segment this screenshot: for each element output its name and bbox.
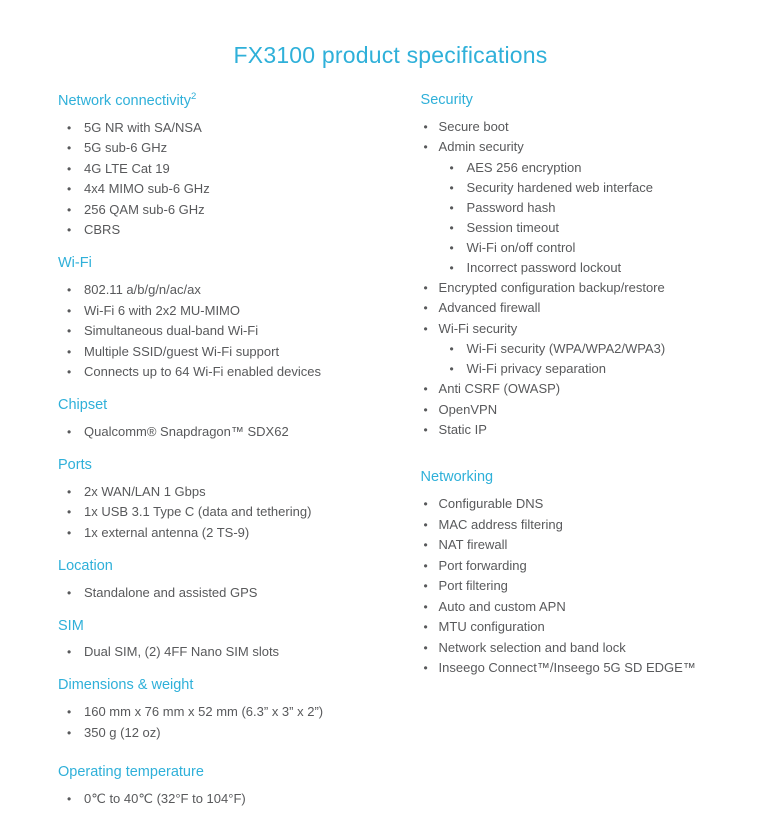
section-heading: SIM xyxy=(58,617,84,634)
list-item: • Static IP xyxy=(421,420,749,440)
section-wifi xyxy=(58,254,413,382)
sub-list-item: • AES 256 encryption xyxy=(421,158,749,178)
sub-list-item: • Incorrect password lockout xyxy=(421,258,749,278)
spec-list xyxy=(58,583,413,603)
list-item: • Network selection and band lock xyxy=(421,638,749,658)
sub-list-item: • Password hash xyxy=(421,198,749,218)
left-column xyxy=(58,91,421,823)
list-item: • Auto and custom APN xyxy=(421,597,749,617)
list-item: • Secure boot xyxy=(421,117,749,137)
list-item: • 5G NR with SA/NSA xyxy=(58,118,413,138)
spec-list xyxy=(58,280,413,382)
spec-list xyxy=(58,482,413,543)
spec-list xyxy=(58,422,413,442)
list-item: • 4x4 MIMO sub-6 GHz xyxy=(58,179,413,199)
spec-list xyxy=(421,278,749,339)
section-heading: Wi-Fi xyxy=(58,255,92,272)
list-item: • Port filtering xyxy=(421,576,749,596)
spec-list xyxy=(421,494,749,678)
spacer xyxy=(421,454,749,468)
list-item: • Wi-Fi security xyxy=(421,319,749,339)
list-item: • 350 g (12 oz) xyxy=(58,723,413,743)
section-sim xyxy=(58,617,413,663)
list-item: • Multiple SSID/guest Wi-Fi support xyxy=(58,342,413,362)
list-item: • Simultaneous dual-band Wi-Fi xyxy=(58,321,413,341)
section-networking xyxy=(421,468,749,678)
sub-list-item: • Wi-Fi privacy separation xyxy=(421,359,749,379)
list-item: • Dual SIM, (2) 4FF Nano SIM slots xyxy=(58,642,413,662)
list-item: • MTU configuration xyxy=(421,617,749,637)
list-item: • 0℃ to 40℃ (32°F to 104°F) xyxy=(58,789,413,809)
sub-list-item: • Session timeout xyxy=(421,218,749,238)
list-item: • Connects up to 64 Wi-Fi enabled devices xyxy=(58,362,413,382)
section-ports xyxy=(58,456,413,543)
sub-list-item: • Wi-Fi security (WPA/WPA2/WPA3) xyxy=(421,339,749,359)
sub-list-item: • Wi-Fi on/off control xyxy=(421,238,749,258)
list-item: • Qualcomm® Snapdragon™ SDX62 xyxy=(58,422,413,442)
spec-list xyxy=(58,789,413,809)
list-item: • Inseego Connect™/Inseego 5G SD EDGE™ xyxy=(421,658,749,678)
list-item: • Advanced firewall xyxy=(421,298,749,318)
two-column-layout xyxy=(0,91,781,823)
list-item: • Port forwarding xyxy=(421,556,749,576)
sub-list-wifi-security xyxy=(421,339,749,379)
list-item: • NAT firewall xyxy=(421,535,749,555)
right-column xyxy=(421,91,749,692)
section-heading: Chipset xyxy=(58,397,108,414)
section-heading-superscript: 2 xyxy=(190,91,197,102)
section-heading-text: Network connectivity xyxy=(58,92,191,109)
spec-list xyxy=(421,379,749,440)
page-title: FX3100 product specifications xyxy=(233,42,548,68)
list-item: • 160 mm x 76 mm x 52 mm (6.3” x 3” x 2”) xyxy=(58,702,413,722)
section-dimensions-weight xyxy=(58,676,413,742)
list-item: • Admin security xyxy=(421,137,749,157)
section-chipset xyxy=(58,396,413,442)
section-security xyxy=(421,91,749,440)
section-heading: Location xyxy=(58,557,113,574)
spec-list xyxy=(58,642,413,662)
list-item: • 4G LTE Cat 19 xyxy=(58,159,413,179)
list-item: • 2x WAN/LAN 1 Gbps xyxy=(58,482,413,502)
list-item: • 256 QAM sub-6 GHz xyxy=(58,200,413,220)
sub-list-item: • Security hardened web interface xyxy=(421,178,749,198)
sub-list-admin-security xyxy=(421,158,749,278)
section-location xyxy=(58,557,413,603)
section-heading: Ports xyxy=(58,456,92,473)
section-heading: Dimensions & weight xyxy=(58,677,194,694)
list-item: • Configurable DNS xyxy=(421,494,749,514)
list-item: • Anti CSRF (OWASP) xyxy=(421,379,749,399)
section-network-connectivity xyxy=(58,91,413,240)
list-item: • Encrypted configuration backup/restore xyxy=(421,278,749,298)
section-heading: Security xyxy=(420,92,473,108)
list-item: • Standalone and assisted GPS xyxy=(58,583,413,603)
list-item: • 1x USB 3.1 Type C (data and tethering) xyxy=(58,502,413,522)
section-heading: Operating temperature xyxy=(58,763,204,780)
list-item: • OpenVPN xyxy=(421,400,749,420)
spec-list xyxy=(421,117,749,158)
section-heading xyxy=(58,91,413,111)
section-operating-temperature xyxy=(58,763,413,809)
spec-list xyxy=(58,702,413,743)
list-item: • 802.11 a/b/g/n/ac/ax xyxy=(58,280,413,300)
section-heading: Networking xyxy=(420,469,494,486)
list-item: • 5G sub-6 GHz xyxy=(58,138,413,158)
list-item: • 1x external antenna (2 TS-9) xyxy=(58,523,413,543)
list-item: • MAC address filtering xyxy=(421,515,749,535)
list-item: • CBRS xyxy=(58,220,413,240)
spec-list xyxy=(58,118,413,241)
list-item: • Wi-Fi 6 with 2x2 MU-MIMO xyxy=(58,301,413,321)
